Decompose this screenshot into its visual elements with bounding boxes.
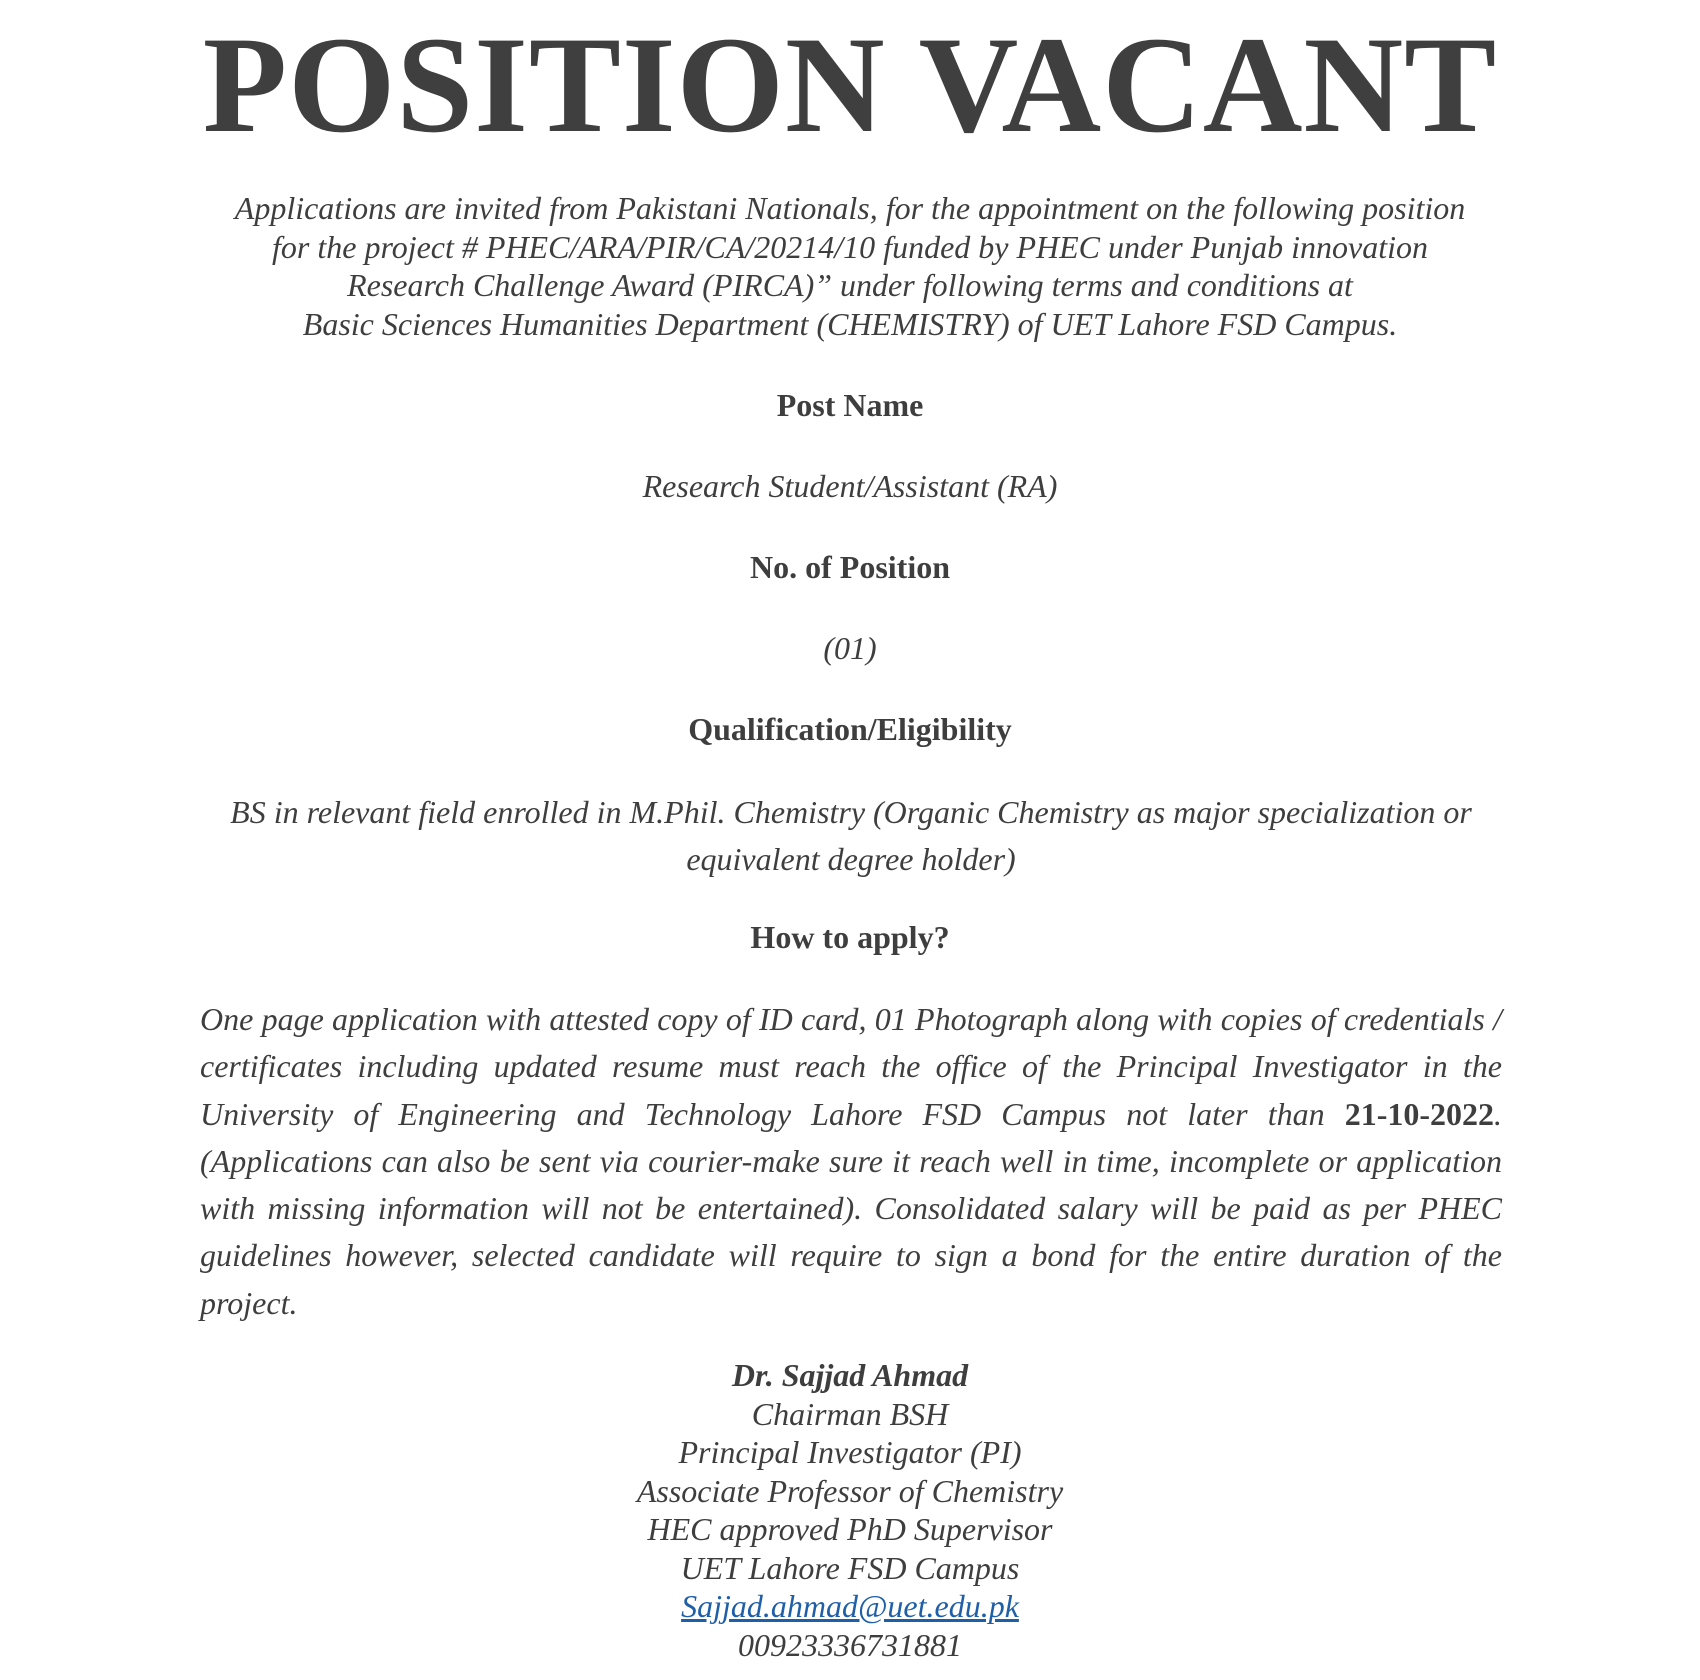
deadline-date: 21-10-2022 — [1344, 1095, 1494, 1132]
intro-line: Applications are invited from Pakistani Nationals, for the appointment on the following position — [234, 190, 1466, 226]
signatory-name: Dr. Sajjad Ahmad — [731, 1357, 969, 1393]
how-to-apply-heading: How to apply? — [750, 919, 950, 955]
email-link[interactable]: Sajjad.ahmad@uet.edu.pk — [681, 1588, 1019, 1624]
phone-number: 00923336731881 — [738, 1626, 962, 1663]
signatory-title: UET Lahore FSD Campus — [680, 1549, 1020, 1586]
intro-line: Research Challenge Award (PIRCA)” under following terms and conditions at — [347, 267, 1353, 303]
intro-line: Basic Sciences Humanities Department (CHEMISTRY) of UET Lahore FSD Campus. — [302, 305, 1398, 342]
apply-text-before: One page application with attested copy of ID card, 01 Photograph along with copies of credentials / certificates including updated resume must reach the office of the Principal Investigator in the University of Engineering and Technology Lahore FSD Campus not later than — [200, 1001, 1502, 1132]
intro-paragraph — [150, 189, 1550, 343]
positions-heading: No. of Position — [750, 549, 950, 585]
qualification-text: BS in relevant field enrolled in M.Phil. Chemistry (Organic Chemistry as major specialization or equivalent degree holder) — [230, 794, 1472, 877]
apply-text-after: . (Applications can also be sent via courier-make sure it reach well in time, incomplete or application with missing information will not be entertained). Consolidated salary will be paid as per PHEC guidelines however, selected candidate will require to sign a bond for the entire duration of the project. — [200, 1095, 1502, 1321]
post-name-heading: Post Name — [776, 387, 924, 423]
qualification-heading: Qualification/Eligibility — [688, 711, 1012, 747]
signature-block — [0, 1356, 1700, 1664]
intro-line: for the project # PHEC/ARA/PIR/CA/20214/10 funded by PHEC under Punjab innovation — [272, 228, 1428, 265]
page-title: POSITION VACANT — [202, 8, 1498, 161]
how-to-apply-text — [200, 996, 1502, 1327]
signatory-title: Chairman BSH — [751, 1395, 949, 1432]
post-name-value: Research Student/Assistant (RA) — [642, 468, 1058, 504]
signatory-title: Principal Investigator (PI) — [678, 1434, 1022, 1470]
signatory-title: HEC approved PhD Supervisor — [647, 1511, 1053, 1547]
positions-value: (01) — [823, 630, 877, 666]
signatory-title: Associate Professor of Chemistry — [636, 1472, 1064, 1509]
